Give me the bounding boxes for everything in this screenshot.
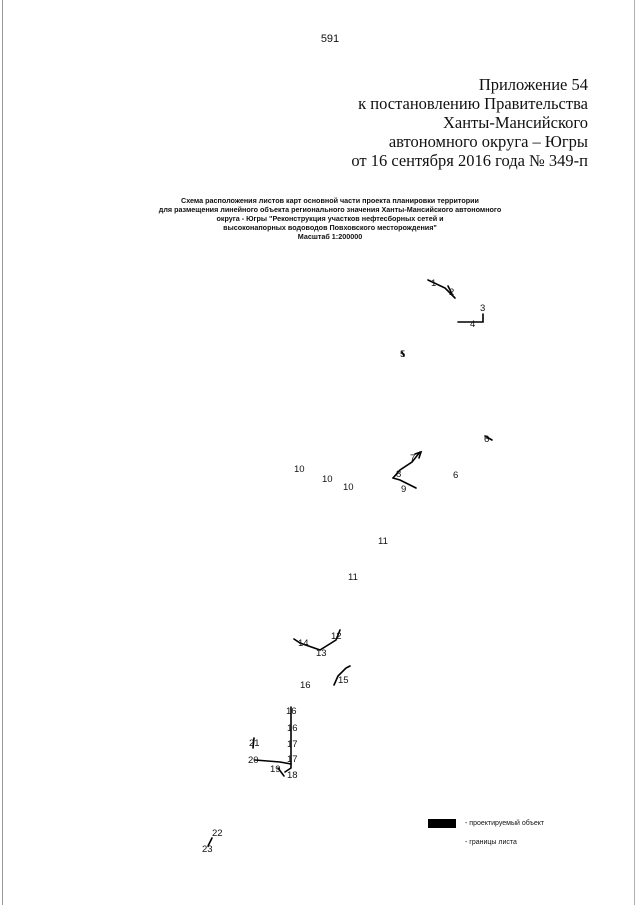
appendix-line: автономного округа – Югры: [388, 132, 588, 151]
caption-line: для размещения линейного объекта регионального значения Ханты-Мансийского автономного: [158, 205, 502, 214]
sheet-number: 16: [300, 680, 311, 691]
sheet-number: 2: [449, 287, 455, 298]
sheet-number: 20: [248, 755, 259, 766]
legend-object-label: - проектируемый объект: [465, 820, 545, 827]
legend-object-swatch: [428, 819, 456, 828]
appendix-line: Ханты-Мансийского: [442, 113, 588, 132]
page-number: 591: [320, 33, 340, 45]
sheet-number: 10: [343, 482, 354, 493]
appendix-line: от 16 сентября 2016 года № 349-п: [351, 151, 588, 170]
sheet-number: 17: [287, 754, 298, 765]
sheet-number: 16: [287, 723, 298, 734]
sheet-number: 9: [401, 484, 407, 495]
sheet-number: 13: [316, 648, 327, 659]
sheet-number: 21: [249, 738, 260, 749]
sheet-number: 11: [348, 572, 358, 583]
sheet-number: 10: [322, 474, 333, 485]
scale-label: Масштаб 1:200000: [297, 232, 363, 241]
sheet-number: 8: [396, 469, 402, 480]
appendix-line: к постановлению Правительства: [358, 94, 588, 113]
caption-line: округа - Югры "Реконструкция участков нефтесборных сетей и: [216, 214, 444, 223]
sheet-number: 3: [480, 303, 486, 314]
sheet-number: 10: [294, 464, 305, 475]
sheet-number: 18: [287, 770, 298, 781]
sheet-number: 12: [331, 631, 342, 642]
caption-line: высоконапорных водоводов Повховского месторождения": [223, 223, 437, 232]
sheet-number: 23: [202, 844, 213, 855]
sheet-number: 11: [378, 536, 388, 547]
sheet-number: 19: [270, 764, 281, 775]
appendix-line: Приложение 54: [478, 75, 588, 94]
sheet-number: 6: [453, 470, 459, 481]
sheet-number: 7: [410, 453, 416, 464]
legend-boundary-label: - границы листа: [465, 839, 517, 846]
sheet-number: 4: [470, 319, 476, 330]
sheet-number: 17: [287, 739, 298, 750]
sheet-number: 15: [338, 675, 349, 686]
sheet-number: 5: [400, 349, 406, 360]
sheet-number: 6: [484, 434, 490, 445]
sheet-number: 1: [431, 278, 437, 289]
sheet-number: 22: [212, 828, 223, 839]
sheet-number: 14: [298, 638, 309, 649]
sheet-number: 16: [286, 706, 297, 717]
caption-line: Схема расположения листов карт основной части проекта планировки территории: [181, 196, 479, 205]
